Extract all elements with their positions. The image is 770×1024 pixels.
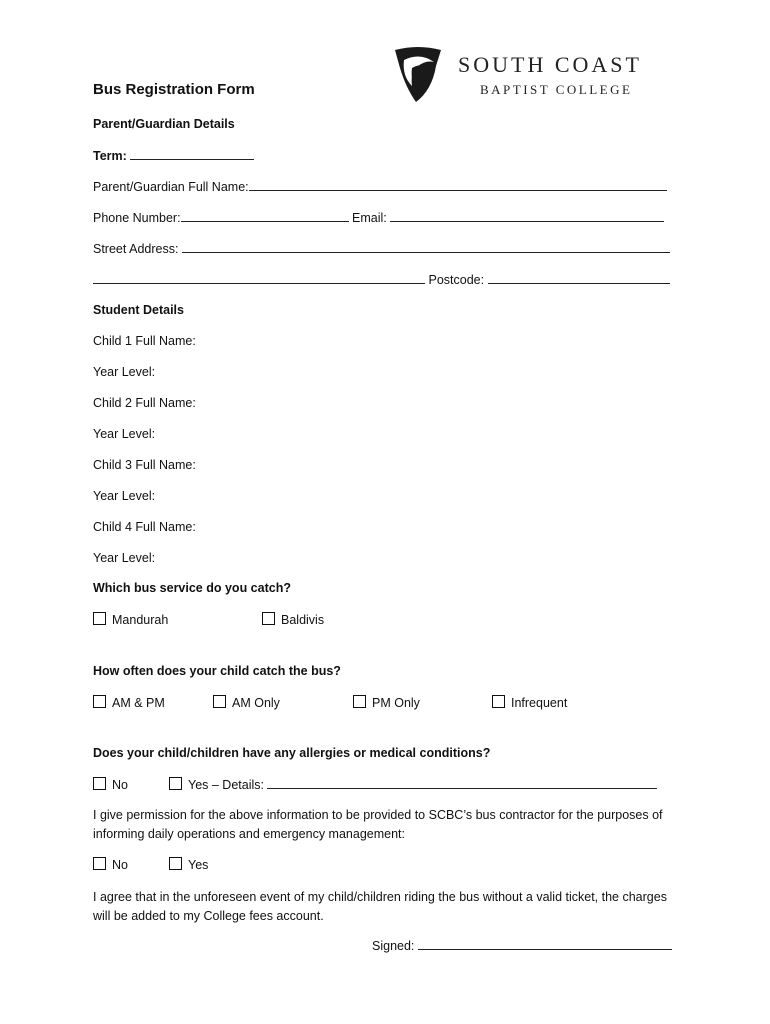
allergy-no-checkbox[interactable] xyxy=(93,777,106,790)
bus-option-mandurah[interactable] xyxy=(93,612,168,627)
permission-yes-checkbox[interactable] xyxy=(169,857,182,870)
permission-option-yes[interactable] xyxy=(169,857,208,872)
allergy-yes-label: Yes – Details: xyxy=(188,778,264,792)
frequency-question: How often does your child catch the bus? xyxy=(93,664,341,678)
phone-label: Phone Number: xyxy=(93,211,181,225)
allergy-no-label: No xyxy=(112,778,128,792)
permission-text: I give permission for the above information to be provided to SCBC’s bus contractor for the purposes of informing daily operations and emergency management: xyxy=(93,808,663,841)
signed-label: Signed: xyxy=(372,939,415,953)
mandurah-label: Mandurah xyxy=(112,613,169,627)
allergy-option-yes[interactable] xyxy=(169,777,657,792)
postcode-field[interactable] xyxy=(488,272,670,284)
phone-email-row xyxy=(93,210,664,225)
child-3-name-label: Child 3 Full Name: xyxy=(93,458,196,472)
am-pm-checkbox[interactable] xyxy=(93,695,106,708)
address-postcode-row xyxy=(93,272,670,287)
frequency-option-am-only[interactable] xyxy=(213,695,280,710)
child-4-year-label: Year Level: xyxy=(93,551,156,565)
parent-name-label: Parent/Guardian Full Name: xyxy=(93,180,249,194)
college-logo xyxy=(392,46,672,106)
logo-line-2: BAPTIST COLLEGE xyxy=(480,82,633,97)
signature-field[interactable] xyxy=(418,938,672,950)
infrequent-checkbox[interactable] xyxy=(492,695,505,708)
am-only-checkbox[interactable] xyxy=(213,695,226,708)
child-1-year-label: Year Level: xyxy=(93,365,156,379)
email-label: Email: xyxy=(352,211,387,225)
am-pm-label: AM & PM xyxy=(112,696,165,710)
parent-name-row xyxy=(93,179,667,194)
mandurah-checkbox[interactable] xyxy=(93,612,106,625)
term-row xyxy=(93,148,254,163)
baldivis-label: Baldivis xyxy=(281,613,325,627)
child-2-year-label: Year Level: xyxy=(93,427,156,441)
signature-row xyxy=(372,938,672,953)
permission-yes-label: Yes xyxy=(188,858,209,872)
agreement-text: I agree that in the unforeseen event of my child/children riding the bus without a valid ticket, the charges will be added to my College fees account. xyxy=(93,890,667,923)
permission-no-label: No xyxy=(112,858,128,872)
student-section-heading: Student Details xyxy=(93,303,184,317)
phone-field[interactable] xyxy=(181,210,349,222)
permission-option-no[interactable] xyxy=(93,857,128,872)
allergy-question: Does your child/children have any allergies or medical conditions? xyxy=(93,746,491,760)
term-field[interactable] xyxy=(130,148,254,160)
street-label: Street Address: xyxy=(93,242,179,256)
street-row xyxy=(93,241,670,256)
pm-only-checkbox[interactable] xyxy=(353,695,366,708)
am-only-label: AM Only xyxy=(232,696,280,710)
frequency-option-am-pm[interactable] xyxy=(93,695,165,710)
child-2-name-label: Child 2 Full Name: xyxy=(93,396,196,410)
infrequent-label: Infrequent xyxy=(511,696,568,710)
allergy-details-field[interactable] xyxy=(267,777,657,789)
allergy-option-no[interactable] xyxy=(93,777,128,792)
form-title: Bus Registration Form xyxy=(93,81,255,98)
frequency-option-infrequent[interactable] xyxy=(492,695,567,710)
street-field[interactable] xyxy=(182,241,670,253)
postcode-label: Postcode: xyxy=(428,273,485,287)
parent-section-heading: Parent/Guardian Details xyxy=(93,117,235,131)
bus-option-baldivis[interactable] xyxy=(262,612,324,627)
child-4-name-label: Child 4 Full Name: xyxy=(93,520,196,534)
child-3-year-label: Year Level: xyxy=(93,489,156,503)
term-label: Term: xyxy=(93,149,127,163)
baldivis-checkbox[interactable] xyxy=(262,612,275,625)
bus-service-question: Which bus service do you catch? xyxy=(93,581,291,595)
pm-only-label: PM Only xyxy=(372,696,420,710)
parent-name-field[interactable] xyxy=(249,179,667,191)
shield-crest-icon xyxy=(392,46,444,104)
email-field[interactable] xyxy=(390,210,664,222)
allergy-yes-checkbox[interactable] xyxy=(169,777,182,790)
address-line-2-field[interactable] xyxy=(93,272,425,284)
frequency-option-pm-only[interactable] xyxy=(353,695,420,710)
permission-no-checkbox[interactable] xyxy=(93,857,106,870)
child-1-name-label: Child 1 Full Name: xyxy=(93,334,196,348)
logo-line-1: SOUTH COAST xyxy=(458,52,642,77)
